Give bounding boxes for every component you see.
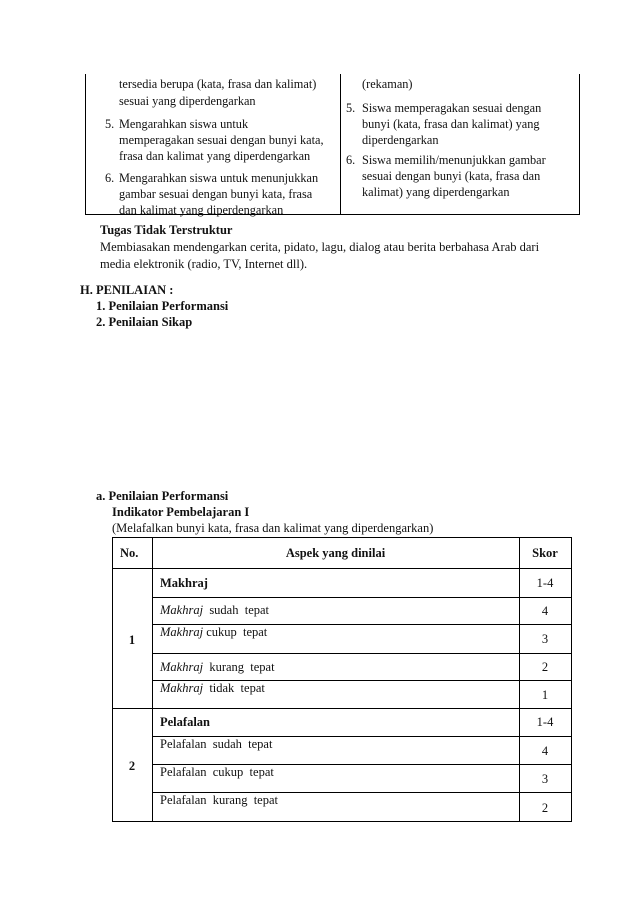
table-border <box>112 821 572 822</box>
table-cell-text: Mengarahkan siswa untuk menunjukkan <box>119 171 319 185</box>
criteria-text: Makhraj sudah tepat <box>160 603 270 617</box>
table-cell-text: kalimat) yang diperdengarkan <box>362 185 510 199</box>
table-border <box>112 537 113 822</box>
criteria-score: 2 <box>541 660 549 674</box>
list-number: 6. <box>346 153 356 167</box>
table-cell-text: (rekaman) <box>362 77 413 91</box>
criteria-term: Makhraj <box>160 603 204 617</box>
table-cell-text: sesuai yang diperdengarkan <box>119 94 256 108</box>
criteria-text: Pelafalan cukup tepat <box>160 765 274 779</box>
indikator-note: (Melafalkan bunyi kata, frasa dan kalimat yang diperdengarkan) <box>112 521 434 535</box>
criteria-text: Makhraj cukup tepat <box>160 625 268 639</box>
table-cell-text: sesuai dengan bunyi (kata, frasa dan <box>362 169 541 183</box>
table-cell-text: memperagakan sesuai dengan bunyi kata, <box>119 133 324 147</box>
table-border <box>112 708 572 709</box>
table-column-divider <box>340 74 341 215</box>
aspect-score-range: 1-4 <box>536 715 554 729</box>
table-border <box>112 568 572 569</box>
table-cell-text: dan kalimat yang diperdengarkan <box>119 203 284 217</box>
aspect-title: Makhraj <box>160 576 208 590</box>
table-cell-text: tersedia berupa (kata, frasa dan kalimat) <box>119 77 317 91</box>
table-border <box>152 597 572 598</box>
criteria-score: 3 <box>541 772 549 786</box>
row-number: 2 <box>128 759 136 773</box>
criteria-score: 4 <box>541 604 549 618</box>
indikator-heading: Indikator Pembelajaran I <box>112 505 250 519</box>
list-number: 5. <box>346 101 356 115</box>
section-h-heading: H. PENILAIAN : <box>80 283 174 297</box>
criteria-text: Makhraj tidak tepat <box>160 681 265 695</box>
table-cell-text: Mengarahkan siswa untuk <box>119 117 249 131</box>
criteria-score: 4 <box>541 744 549 758</box>
section-a-heading: a. Penilaian Performansi <box>96 489 229 503</box>
list-number: 6. <box>105 171 115 185</box>
table-cell-text: Siswa memperagakan sesuai dengan <box>362 101 542 115</box>
table-cell-text: frasa dan kalimat yang diperdengarkan <box>119 149 311 163</box>
section-h-item: 2. Penilaian Sikap <box>96 315 193 329</box>
tugas-text: Membiasakan mendengarkan cerita, pidato, lagu, dialog atau berita berbahasa Arab dari <box>100 240 540 254</box>
table-cell-text: gambar sesuai dengan bunyi kata, frasa <box>119 187 313 201</box>
table-cell-text: bunyi (kata, frasa dan kalimat) yang <box>362 117 540 131</box>
table-header-aspek: Aspek yang dinilai <box>285 546 386 560</box>
table-cell-text: Siswa memilih/menunjukkan gambar <box>362 153 546 167</box>
table-header-skor: Skor <box>532 546 558 560</box>
criteria-term: Makhraj <box>160 681 204 695</box>
table-header-no: No. <box>120 546 139 560</box>
tugas-heading: Tugas Tidak Terstruktur <box>100 223 233 237</box>
section-h-item: 1. Penilaian Performansi <box>96 299 229 313</box>
aspect-title: Pelafalan <box>160 715 210 729</box>
table-cell-text: diperdengarkan <box>362 133 439 147</box>
table-border <box>152 653 572 654</box>
list-number: 5. <box>105 117 115 131</box>
aspect-score-range: 1-4 <box>536 576 554 590</box>
criteria-text: Pelafalan sudah tepat <box>160 737 273 751</box>
table-border <box>112 537 572 538</box>
criteria-term: Makhraj <box>160 660 204 674</box>
row-number: 1 <box>128 633 136 647</box>
criteria-score: 3 <box>541 632 549 646</box>
criteria-score: 1 <box>541 688 549 702</box>
criteria-text: Makhraj kurang tepat <box>160 660 275 674</box>
criteria-score: 2 <box>541 801 549 815</box>
tugas-text: media elektronik (radio, TV, Internet dll). <box>100 257 308 271</box>
criteria-text: Pelafalan kurang tepat <box>160 793 279 807</box>
criteria-term: Makhraj <box>160 625 204 639</box>
